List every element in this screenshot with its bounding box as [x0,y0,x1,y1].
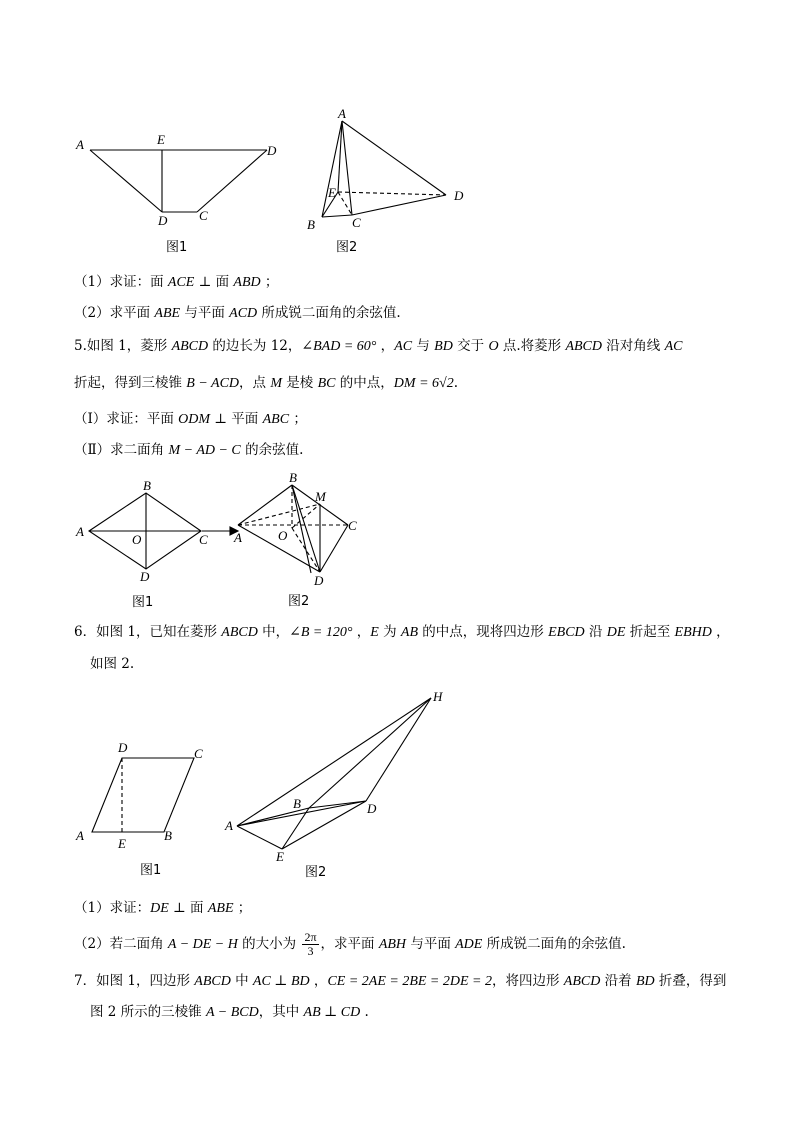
label-A: A [76,828,84,843]
label-C: C [194,746,203,761]
label-D: D [118,740,128,755]
q4-figure-1 [70,125,290,255]
label-D: D [314,573,324,588]
label-D: D [367,801,377,816]
label-A: A [338,106,346,121]
q6-figure-1 [70,738,230,878]
label-C: C [199,532,208,547]
q6-stem-line-2: 如图 2. [90,656,135,672]
label-B: B [293,796,301,811]
q4-part-2: （2）求平面 ABE 与平面 ACD 所成锐二面角的余弦值. [74,305,401,321]
label-E: E [157,132,165,147]
figure-caption: 图1 [166,240,188,255]
q5-part-2: （Ⅱ）求二面角 M − AD − C 的余弦值. [74,442,304,458]
label-C: C [199,208,208,223]
label-E: E [118,836,126,851]
figure-caption: 图1 [132,595,154,610]
figure-caption: 图2 [288,594,310,609]
q5-part-1: （Ⅰ）求证：平面 ODM ⊥ 平面 ABC ； [74,411,307,427]
label-A: A [234,530,242,545]
label-O: O [132,532,142,547]
label-O: O [278,528,288,543]
figure-caption: 图2 [336,240,358,255]
q7-stem-line-1: 7．如图 1，四边形 ABCD 中 AC ⊥ BD ，CE = 2AE = 2BE = 2DE = 2，将四边形 ABCD 沿着 BD 折叠，得到 [74,973,727,989]
q4-figure-2 [300,105,480,260]
q6-part-1: （1）求证：DE ⊥ 面 ABE ； [74,900,252,916]
label-D: D [140,569,150,584]
label-D-bottom: D [158,213,168,228]
label-A: A [76,524,84,539]
label-D: D [454,188,464,203]
q5-figure-2 [228,470,378,620]
label-E: E [328,185,336,200]
label-C: C [352,215,361,230]
label-B: B [143,478,151,493]
figure-caption: 图1 [140,863,162,878]
label-E: E [276,849,284,864]
q7-stem-line-2: 图 2 所示的三棱锥 A − BCD，其中 AB ⊥ CD . [90,1004,369,1020]
q5-stem-line-1: 5.如图 1，菱形 ABCD 的边长为 12，∠BAD = 60° ，AC 与 BD 交于 O 点.将菱形 ABCD 沿对角线 AC [74,338,683,354]
label-B: B [289,470,297,485]
label-D: D [267,143,277,158]
figure-caption: 图2 [305,865,327,880]
q6-stem-line-1: 6．如图 1，已知在菱形 ABCD 中，∠B = 120° ，E 为 AB 的中点，现将四边形 EBCD 沿 DE 折起至 EBHD ， [74,624,730,640]
label-H: H [433,689,443,704]
q6-figure-2 [225,688,465,888]
label-M: M [315,489,326,504]
label-B: B [307,217,315,232]
label-B: B [164,828,172,843]
label-C: C [348,518,357,533]
q6-part-2: （2）若二面角 A − DE − H 的大小为 $\frac{2\pi}{3}$ ，求平面 ABH 与平面 ADE 所成锐二面角的余弦值. [74,930,626,958]
q4-part-1: （1）求证：面 ACE ⊥ 面 ABD ； [74,274,279,290]
q5-stem-line-2: 折起，得到三棱锥 B − ACD，点 M 是棱 BC 的中点，DM = 6√2. [74,375,458,391]
label-A: A [76,137,84,152]
fraction-2pi-over-3: $\frac{2\pi}{3}$ [304,930,317,958]
label-A: A [225,818,233,833]
